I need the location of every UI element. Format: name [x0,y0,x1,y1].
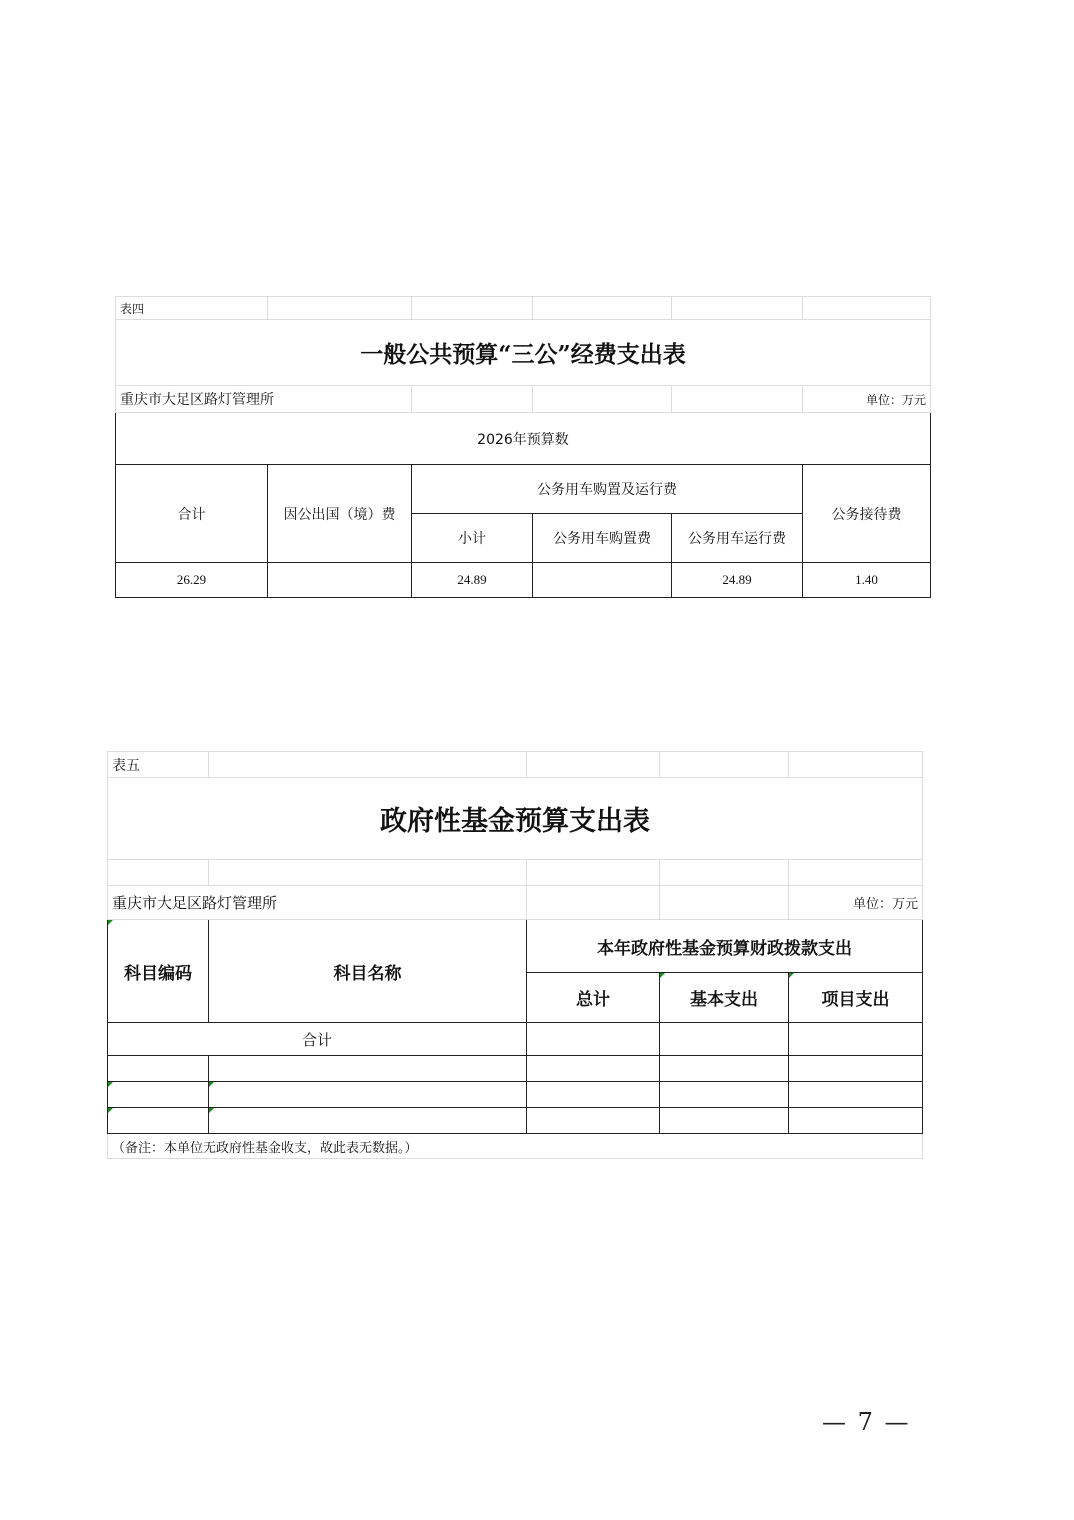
header-vehicle-purchase: 公务用车购置费 [533,514,672,563]
organization-name: 重庆市大足区路灯管理所 [116,386,412,413]
table-row [108,1082,923,1108]
value-vehicle-purchase [533,563,672,598]
unit-label: 单位：万元 [803,386,931,413]
header-vehicle-operation: 公务用车运行费 [672,514,803,563]
header-abroad: 因公出国（境）费 [268,465,412,563]
table-title: 政府性基金预算支出表 [108,778,923,860]
header-reception: 公务接待费 [803,465,931,563]
table-note: （备注：本单位无政府性基金收支，故此表无数据。） [108,1134,923,1159]
value-vehicle-operation: 24.89 [672,563,803,598]
value-abroad [268,563,412,598]
header-vehicle-group: 公务用车购置及运行费 [412,465,803,514]
header-fund-expenditure-group: 本年政府性基金预算财政拨款支出 [527,920,923,973]
header-subject-code: 科目编码 [108,920,209,1023]
header-basic-expenditure: 基本支出 [660,973,789,1023]
header-subject-name: 科目名称 [209,920,527,1023]
value-subtotal: 24.89 [412,563,533,598]
year-budget-header: 2026年预算数 [116,413,931,465]
table-row [108,1108,923,1134]
total-row-label: 合计 [108,1023,527,1056]
table-row [108,1023,923,1056]
header-project-expenditure: 项目支出 [789,973,923,1023]
header-grand-total: 总计 [527,973,660,1023]
page-number: — 7 — [822,1408,911,1436]
table-row [108,1056,923,1082]
header-subtotal: 小计 [412,514,533,563]
header-total: 合计 [116,465,268,563]
table-label: 表五 [108,752,209,778]
value-total: 26.29 [116,563,268,598]
organization-name: 重庆市大足区路灯管理所 [108,886,527,920]
table-label: 表四 [116,297,268,320]
unit-label: 单位：万元 [789,886,923,920]
value-reception: 1.40 [803,563,931,598]
table-4-sangong-expenditure [115,296,931,598]
table-5-government-fund-expenditure [107,751,923,1159]
table-title: 一般公共预算“三公”经费支出表 [116,320,931,386]
table-row [116,563,931,598]
